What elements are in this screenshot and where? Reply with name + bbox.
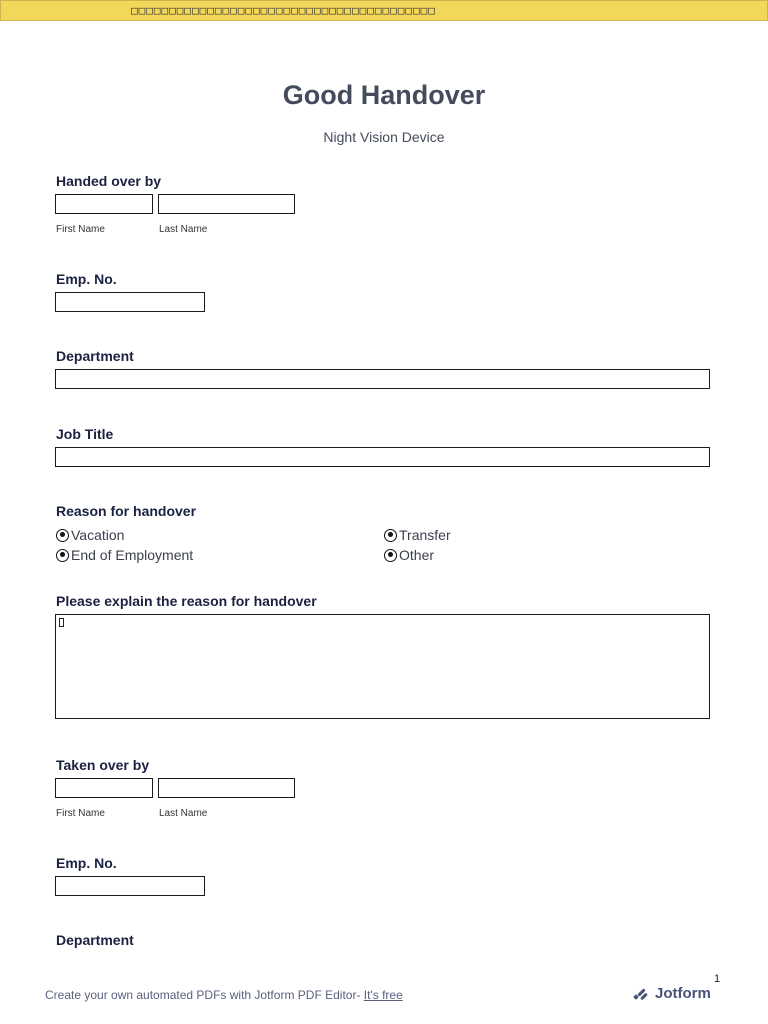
- footer-free-link[interactable]: It's free: [363, 988, 403, 1002]
- handed-over-last-name-field[interactable]: [158, 194, 295, 214]
- radio-transfer[interactable]: [384, 527, 451, 543]
- radio-other[interactable]: [384, 547, 434, 563]
- taken-over-last-name-label: Last Name: [159, 808, 208, 819]
- handed-over-first-name-label: First Name: [56, 224, 105, 235]
- emp-no-label: Emp. No.: [56, 271, 117, 287]
- emp-no-2-field[interactable]: [55, 876, 205, 896]
- radio-end-of-employment-label: End of Employment: [71, 547, 194, 563]
- footer-promo-text: Create your own automated PDFs with Jotform PDF Editor-: [45, 988, 364, 1002]
- handed-over-first-name-field[interactable]: [55, 194, 153, 214]
- emp-no-field[interactable]: [55, 292, 205, 312]
- jotform-logo[interactable]: [633, 985, 711, 1002]
- handed-over-last-name-label: Last Name: [159, 224, 208, 235]
- job-title-label: Job Title: [56, 426, 114, 442]
- job-title-field[interactable]: [55, 447, 710, 467]
- taken-over-first-name-field[interactable]: [55, 778, 153, 798]
- radio-vacation[interactable]: [56, 527, 124, 543]
- department-2-label: Department: [56, 932, 134, 948]
- reason-label: Reason for handover: [56, 503, 197, 519]
- radio-end-of-employment[interactable]: [56, 547, 193, 563]
- department-field[interactable]: [55, 369, 710, 389]
- radio-vacation-label: Vacation: [71, 527, 125, 543]
- radio-button-icon[interactable]: [56, 529, 69, 542]
- jotform-logo-text: Jotform: [655, 985, 711, 1002]
- page-subtitle: Night Vision Device: [323, 129, 445, 145]
- radio-transfer-label: Transfer: [399, 527, 451, 543]
- text-cursor-icon: [59, 618, 64, 627]
- radio-other-label: Other: [399, 547, 435, 563]
- handed-over-label: Handed over by: [56, 173, 162, 189]
- radio-button-icon[interactable]: [384, 529, 397, 542]
- top-banner: [0, 0, 768, 21]
- taken-over-first-name-label: First Name: [56, 808, 105, 819]
- jotform-logo-icon: [633, 987, 649, 1001]
- explain-label: Please explain the reason for handover: [56, 593, 317, 609]
- radio-button-icon[interactable]: [56, 549, 69, 562]
- footer-promo: [45, 988, 403, 1002]
- page-number: 1: [714, 973, 721, 985]
- department-label: Department: [56, 348, 134, 364]
- explain-textarea[interactable]: [55, 614, 710, 719]
- page-title: Good Handover: [282, 80, 486, 110]
- top-banner-text: □□□□□□□□□□□□□□□□□□□□□□□□□□□□□□□□□□□□□□□□: [131, 4, 436, 17]
- radio-button-icon[interactable]: [384, 549, 397, 562]
- taken-over-last-name-field[interactable]: [158, 778, 295, 798]
- emp-no-2-label: Emp. No.: [56, 855, 117, 871]
- taken-over-label: Taken over by: [56, 757, 150, 773]
